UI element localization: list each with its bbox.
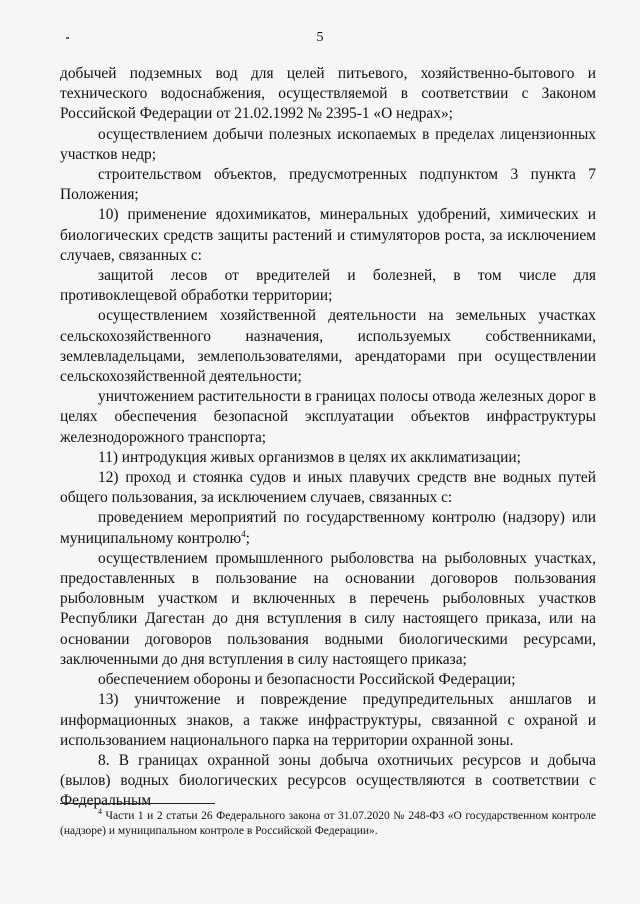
paragraph: 13) уничтожение и повреждение предупредительных аншлагов и информационных знаков, а также инфраструктуры, связанной с охраной и использованием национального парка на территории охранной зоны. [60,691,596,749]
paragraph-punctuation: ; [245,529,250,547]
paragraph: осуществлением промышленного рыболовства на рыболовных участках, предоставленных в пользование на основании договоров пользования рыболовным участком и включенных в перечень рыболовных участков Республики Дагестан до дня вступления в силу настоящего приказа, или на основании договоров пользования водными биологическими ресурсами, заключенными до дня вступления в силу настоящего приказа; [60,549,596,668]
paragraph-continuation: добычей подземных вод для целей питьевого, хозяйственно-бытового и технического водоснабжения, осуществляемой в соответствии с Законом Российской Федерации от 21.02.1992 № 2395-1 «О недрах»; [60,65,596,123]
paragraph: осуществлением хозяйственной деятельности на земельных участках сельскохозяйственного назначения, используемых собственниками, землевладельцами, землепользователями, арендаторами при осуществлении сельскохозяйственной деятельности; [60,307,596,386]
paragraph: 8. В границах охранной зоны добыча охотничьих ресурсов и добыча (вылов) водных биологических ресурсов осуществляются в соответствии с Федеральным [60,751,596,810]
footnote-marker: 4 [98,807,102,817]
document-body [60,64,596,812]
paragraph: уничтожением растительности в границах полосы отвода железных дорог в целях обеспечения безопасной эксплуатации объектов инфраструктуры железнодорожного транспорта; [60,388,596,446]
page-number: 5 [316,30,324,45]
paragraph: 10) применение ядохимикатов, минеральных удобрений, химических и биологических средств защиты растений и стимуляторов роста, за исключением случаев, связанных с: [60,206,596,264]
footnote-separator [60,803,215,804]
paragraph: строительством объектов, предусмотренных подпунктом 3 пункта 7 Положения; [60,166,596,204]
paragraph-text: проведением мероприятий по государственному контролю (надзору) или муниципальному контролю [60,509,596,547]
paragraph: обеспечением обороны и безопасности Российской Федерации; [98,671,516,689]
footnote-text: Части 1 и 2 статьи 26 Федерального закона от 31.07.2020 № 248-ФЗ «О государственном контроле (надзоре) и муниципальном контроле в Российской Федерации». [60,810,596,837]
paragraph: 11) интродукция живых организмов в целях их акклиматизации; [98,448,521,466]
paragraph-with-footnote-ref [60,508,596,548]
footnote-reference: 4 [241,528,246,539]
paragraph: 12) проход и стоянка судов и иных плавучих средств вне водных путей общего пользования, за исключением случаев, связанных с: [60,469,596,507]
paragraph: защитой лесов от вредителей и болезней, в том числе для противоклещевой обработки территории; [60,267,596,305]
paragraph: осуществлением добычи полезных ископаемых в пределах лицензионных участков недр; [60,125,596,163]
footnote [60,809,596,839]
